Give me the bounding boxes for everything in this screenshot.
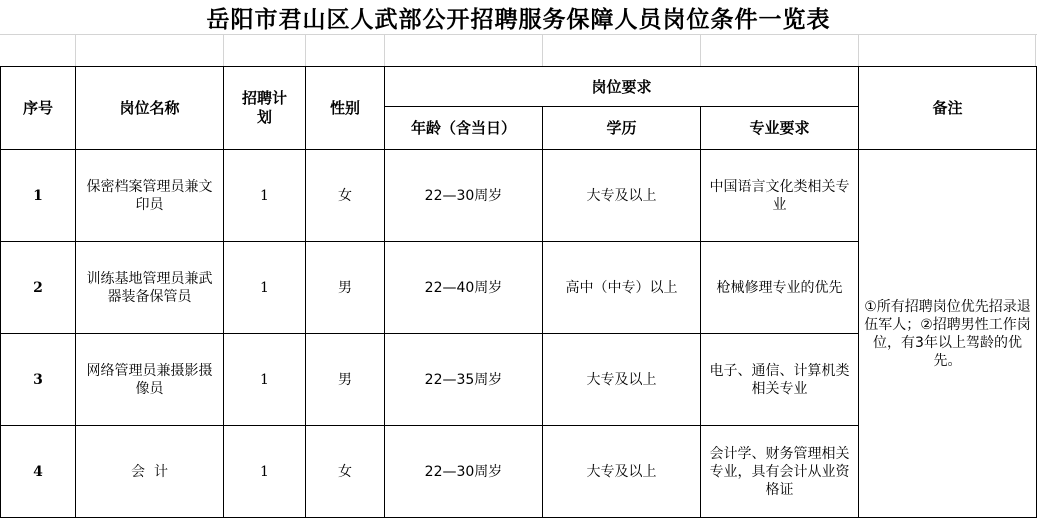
sheet-gridline	[700, 34, 701, 66]
cell-age: 22—40周岁	[385, 242, 543, 334]
sheet-gridline	[542, 34, 543, 66]
cell-education: 大专及以上	[543, 150, 701, 242]
table-row	[1, 150, 1037, 242]
header-position: 岗位名称	[76, 67, 224, 150]
cell-plan: 1	[224, 242, 306, 334]
page-title: 岳阳市君山区人武部公开招聘服务保障人员岗位条件一览表	[206, 6, 831, 33]
cell-gender: 女	[306, 426, 385, 518]
cell-gender: 女	[306, 150, 385, 242]
cell-position: 训练基地管理员兼武器装备保管员	[76, 242, 224, 334]
cell-remark: ①所有招聘岗位优先招录退伍军人；②招聘男性工作岗位，有3年以上驾龄的优先。	[859, 150, 1037, 518]
cell-major: 枪械修理专业的优先	[701, 242, 859, 334]
cell-education: 大专及以上	[543, 334, 701, 426]
cell-position: 会 计	[76, 426, 224, 518]
cell-position: 网络管理员兼摄影摄像员	[76, 334, 224, 426]
positions-table	[0, 66, 1037, 518]
header-seq: 序号	[1, 67, 76, 150]
sheet-gridline	[305, 34, 306, 66]
cell-plan: 1	[224, 334, 306, 426]
cell-seq: 4	[1, 426, 76, 518]
cell-major: 电子、通信、计算机类相关专业	[701, 334, 859, 426]
cell-major: 中国语言文化类相关专业	[701, 150, 859, 242]
cell-age: 22—30周岁	[385, 426, 543, 518]
cell-plan: 1	[224, 426, 306, 518]
sheet-gridline	[858, 34, 859, 66]
cell-plan: 1	[224, 150, 306, 242]
cell-age: 22—35周岁	[385, 334, 543, 426]
cell-position: 保密档案管理员兼文印员	[76, 150, 224, 242]
cell-gender: 男	[306, 242, 385, 334]
cell-seq: 1	[1, 150, 76, 242]
sheet-gridline	[223, 34, 224, 66]
header-row	[1, 67, 1037, 107]
cell-major: 会计学、财务管理相关专业，具有会计从业资格证	[701, 426, 859, 518]
header-requirements: 岗位要求	[385, 67, 859, 107]
cell-education: 高中（中专）以上	[543, 242, 701, 334]
header-plan-text: 招聘计划	[242, 89, 288, 126]
cell-seq: 3	[1, 334, 76, 426]
sheet-gridline	[75, 34, 76, 66]
header-gender: 性别	[306, 67, 385, 150]
sheet-gridline	[0, 34, 1037, 35]
header-remark: 备注	[859, 67, 1037, 150]
sheet-gridline	[1035, 34, 1036, 66]
header-education: 学历	[543, 107, 701, 150]
cell-education: 大专及以上	[543, 426, 701, 518]
header-age: 年龄（含当日）	[385, 107, 543, 150]
header-major: 专业要求	[701, 107, 859, 150]
header-plan	[224, 67, 306, 150]
cell-age: 22—30周岁	[385, 150, 543, 242]
sheet-gridline	[384, 34, 385, 66]
cell-gender: 男	[306, 334, 385, 426]
cell-seq: 2	[1, 242, 76, 334]
